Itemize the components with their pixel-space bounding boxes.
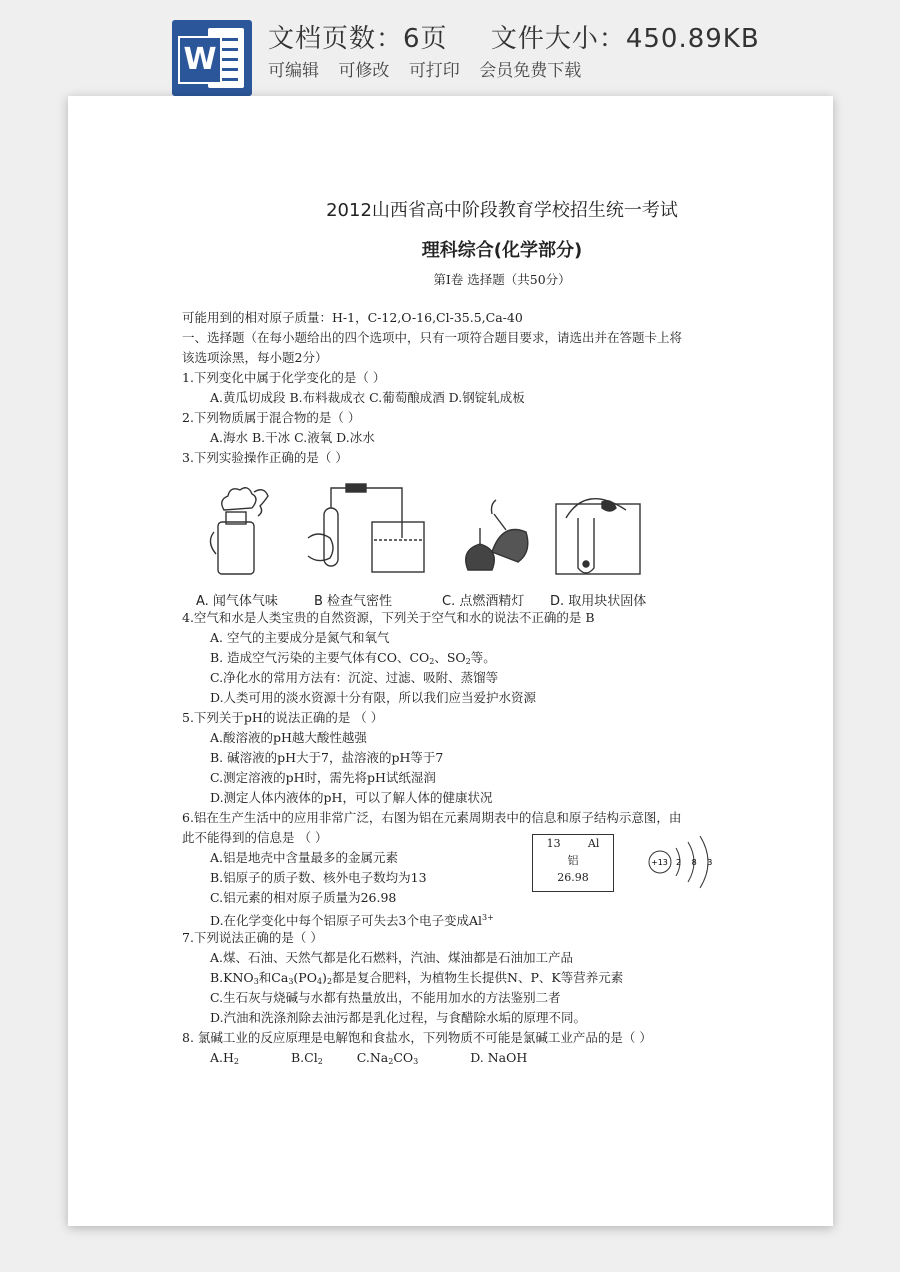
question-5-option-b: B. 碱溶液的pH大于7，盐溶液的pH等于7 [210, 750, 444, 765]
element-name: 铝 [567, 854, 579, 867]
q8-option-b: $B.Cl_2$ [290, 1050, 323, 1066]
nucleus-charge: +13 [651, 858, 668, 867]
q8-option-a: $A.H_2$ [210, 1050, 239, 1066]
question-1-options: A.黄瓜切成段 B.布料裁成衣 C.葡萄酿成酒 D.钢锭轧成板 [210, 390, 525, 405]
feature-member-download: 会员免费下载 [479, 61, 582, 81]
question-2: 2.下列物质属于混合物的是（ ） [182, 410, 361, 425]
question-1: 1.下列变化中属于化学变化的是（ ） [182, 370, 386, 385]
atomic-structure-diagram [646, 830, 726, 898]
question-7-option-b: $B.KNO_3$和$Ca_3(PO_4)_2$都是复合肥料，为植物生长提供N、P、K等营养元素 [210, 970, 624, 986]
question-7-option-a: A.煤、石油、天然气都是化石燃料，汽油、煤油都是石油加工产品 [210, 950, 574, 965]
feature-editable: 可编辑 [268, 61, 319, 81]
question-4-option-d: D.人类可用的淡水资源十分有限，所以我们应当爱护水资源 [210, 690, 537, 705]
alcohol-lamp-figure [466, 500, 528, 570]
exam-title: 2012山西省高中阶段教育学校招生统一考试 [326, 200, 678, 221]
question-7-option-d: D.汽油和洗涤剂除去油污都是乳化过程，与食醋除水垢的原理不同。 [210, 1010, 587, 1025]
question-6-option-c: C.铝元素的相对原子质量为26.98 [210, 890, 397, 905]
question-3-figures [196, 474, 676, 609]
lab-operations-illustration [196, 474, 676, 586]
atomic-mass: 26.98 [557, 871, 589, 884]
caption-a: A. 闻气体气味 [196, 594, 278, 609]
question-4-option-c: C.净化水的常用方法有：沉淀、过滤、吸附、蒸馏等 [210, 670, 499, 685]
feature-printable: 可打印 [408, 61, 460, 81]
caption-b: B 检查气密性 [314, 594, 393, 609]
page-count: 文档页数：6页 [268, 24, 448, 54]
question-6-option-d: D.在化学变化中每个铝原子可失去3个电子变成$Al^{3+}$ [210, 913, 494, 928]
question-4-option-b: B. 造成空气污染的主要气体有CO、$CO_2$、$SO_2$等。 [210, 650, 496, 666]
question-5: 5.下列关于pH的说法正确的是 （ ） [182, 710, 384, 725]
atomic-number: 13 [546, 837, 561, 850]
question-4-option-a: A. 空气的主要成分是氮气和氧气 [210, 630, 390, 645]
question-8-options [210, 1050, 527, 1070]
question-6-line-2: 此不能得到的信息是 （ ） [182, 830, 328, 845]
file-info [268, 18, 794, 55]
caption-c: C. 点燃酒精灯 [442, 594, 525, 609]
section-heading: 第Ⅰ卷 选择题（共50分） [433, 272, 571, 287]
question-3: 3.下列实验操作正确的是（ ） [182, 450, 348, 465]
atomic-mass-note: 可能用到的相对原子质量：H-1，C-12,O-16,Cl-35.5,Ca-40 [182, 310, 523, 325]
q8-option-c: $C.Na_2CO_3$ [356, 1050, 419, 1066]
question-8: 8. 氯碱工业的反应原理是电解饱和食盐水，下列物质不可能是氯碱工业产品的是（ ） [182, 1030, 652, 1045]
caption-d: D. 取用块状固体 [550, 594, 647, 609]
bottle-figure [210, 488, 268, 574]
periodic-table-cell [532, 834, 614, 892]
question-2-options: A.海水 B.干冰 C.液氧 D.冰水 [210, 430, 375, 445]
question-4: 4.空气和水是人类宝贵的自然资源，下列关于空气和水的说法不正确的是 B [182, 610, 595, 625]
file-size: 文件大小：450.89KB [490, 24, 760, 54]
electron-shells-icon [646, 830, 726, 894]
question-5-option-c: C.测定溶液的pH时，需先将pH试纸湿润 [210, 770, 436, 785]
document-page [68, 96, 833, 1226]
question-5-option-a: A.酸溶液的pH越大酸性越强 [210, 730, 367, 745]
word-document-icon: W [172, 20, 252, 96]
airtightness-figure [308, 484, 424, 572]
exam-subtitle: 理科综合(化学部分) [421, 240, 583, 261]
instructions-line-2: 该选项涂黑，每小题2分） [182, 350, 328, 365]
q8-option-d: D. NaOH [470, 1050, 528, 1065]
element-symbol: Al [587, 837, 600, 850]
feature-modifiable: 可修改 [338, 61, 390, 81]
shell-electrons: 2 8 3 [676, 858, 717, 867]
question-6-option-a: A.铝是地壳中含量最多的金属元素 [210, 850, 399, 865]
test-tube-figure [556, 499, 640, 574]
question-7-option-c: C.生石灰与烧碱与水都有热量放出，不能用加水的方法鉴别二者 [210, 990, 561, 1005]
question-5-option-d: D.测定人体内液体的pH，可以了解人体的健康状况 [210, 790, 493, 805]
instructions-line-1: 一、选择题（在每小题给出的四个选项中，只有一项符合题目要求，请选出并在答题卡上将 [182, 330, 683, 345]
question-6-option-b: B.铝原子的质子数、核外电子数均为13 [210, 870, 427, 885]
download-banner [0, 0, 900, 98]
question-6-line-1: 6.铝在生产生活中的应用非常广泛，右图为铝在元素周期表中的信息和原子结构示意图，由 [182, 810, 682, 825]
feature-list [268, 56, 595, 81]
question-7: 7.下列说法正确的是（ ） [182, 930, 323, 945]
